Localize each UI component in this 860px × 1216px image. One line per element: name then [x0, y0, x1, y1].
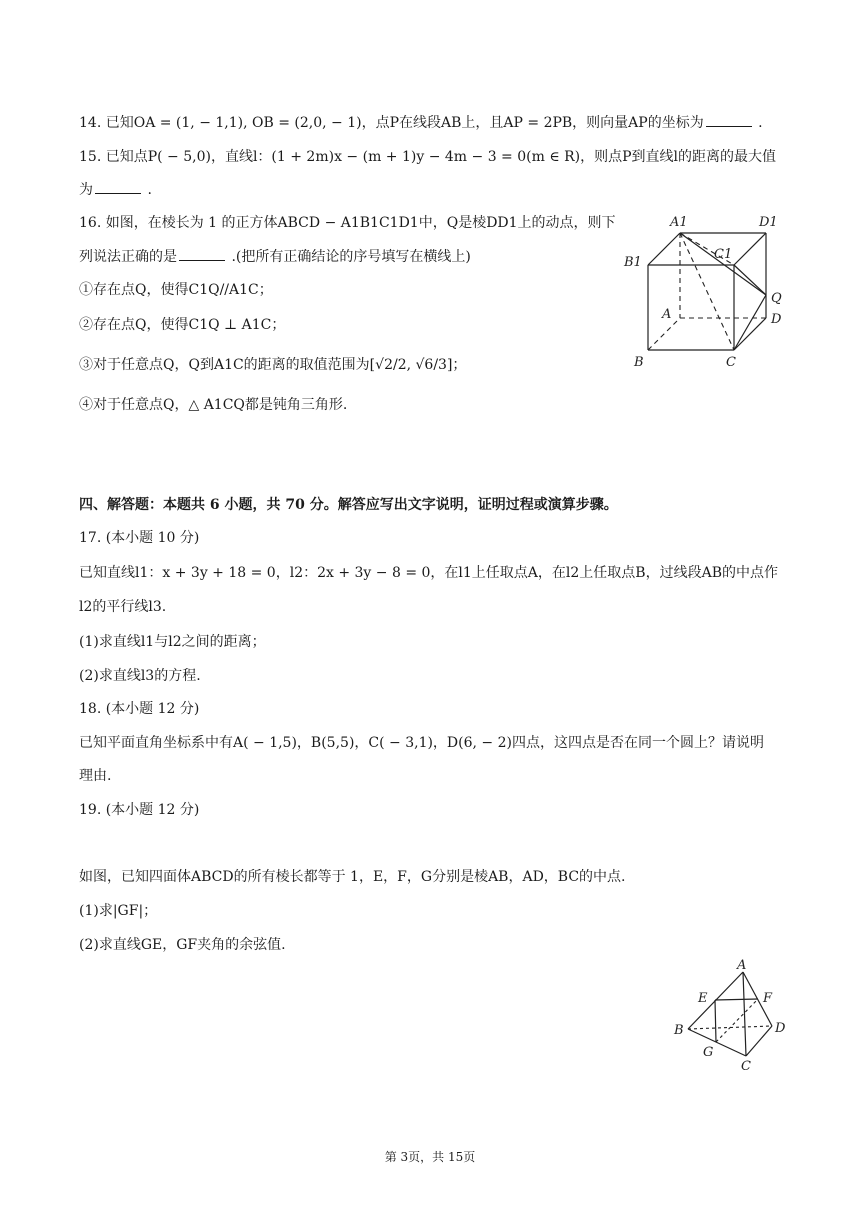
q14-text: 14. 已知OA = (1, − 1,1), OB = (2,0, − 1)，点P在线段AB上，且AP = 2PB，则向量AP的坐标为: [79, 115, 704, 131]
tetra-label-e: E: [698, 991, 708, 1006]
q19-header: 19. (本小题 12 分): [79, 802, 200, 818]
cube-label-c: C: [726, 355, 736, 370]
q15-line1: 15. 已知点P( − 5,0)，直线l：(1 + 2m)x − (m + 1)y − 4m − 3 = 0(m ∈ R)，则点P到直线l的距离的最大值: [79, 149, 777, 165]
cube-label-a1: A1: [670, 215, 688, 230]
q17-part2: (2)求直线l3的方程.: [79, 668, 201, 684]
q18-line2: 理由.: [79, 768, 112, 784]
q17-part1: (1)求直线l1与l2之间的距离；: [79, 634, 266, 650]
tetra-label-b: B: [674, 1023, 684, 1038]
q17-line1: 已知直线l1：x + 3y + 18 = 0，l2：2x + 3y − 8 = 0，在l1上任取点A，在l2上任取点B，过线段AB的中点作: [79, 565, 778, 581]
tetra-label-f: F: [763, 991, 773, 1006]
cube-label-d: D: [771, 312, 782, 327]
page-footer: 第 3页，共 15页: [384, 1150, 476, 1164]
q16-line2-text: 列说法正确的是: [79, 249, 177, 265]
q16-option-4: ④对于任意点Q，△ A1CQ都是钝角三角形.: [79, 397, 348, 413]
cube-label-b: B: [634, 355, 644, 370]
cube-label-c1: C1: [714, 247, 733, 262]
cube-figure: [620, 208, 800, 373]
q16-option-3: ③对于任意点Q，Q到A1C的距离的取值范围为[√2/2, √6/3]；: [79, 357, 467, 373]
q16-answer-blank[interactable]: [179, 246, 225, 261]
tetra-label-c: C: [741, 1059, 751, 1073]
cube-label-b1: B1: [624, 255, 642, 270]
q16-option-2: ②存在点Q，使得C1Q ⊥ A1C；: [79, 317, 286, 333]
q16-line2-tail: .(把所有正确结论的序号填写在横线上): [227, 249, 471, 265]
q16-line1: 16. 如图，在棱长为 1 的正方体ABCD − A1B1C1D1中，Q是棱DD1上的动点，则下: [79, 215, 616, 231]
q18-line1: 已知平面直角坐标系中有A( − 1,5)，B(5,5)，C( − 3,1)，D(6, − 2)四点，这四点是否在同一个圆上？请说明: [79, 735, 764, 751]
q15-line2: [79, 179, 152, 200]
tetra-label-a: A: [737, 958, 747, 973]
tetrahedron-figure: [668, 958, 793, 1073]
q15-line2-text: 为: [79, 182, 93, 198]
q19-part2: (2)求直线GE，GF夹角的余弦值.: [79, 937, 286, 953]
q19-line1: 如图，已知四面体ABCD的所有棱长都等于 1，E，F，G分别是棱AB，AD，BC的中点.: [79, 869, 626, 885]
cube-label-q: Q: [771, 291, 782, 306]
q17-header: 17. (本小题 10 分): [79, 530, 200, 546]
tetra-label-g: G: [703, 1045, 714, 1060]
cube-label-d1: D1: [759, 215, 778, 230]
section-4-heading: 四、解答题：本题共 6 小题，共 70 分。解答应写出文字说明，证明过程或演算步骤。: [79, 497, 618, 513]
q17-line2: l2的平行线l3.: [79, 599, 167, 615]
q14-tail: .: [753, 115, 763, 131]
q18-header: 18. (本小题 12 分): [79, 701, 200, 717]
q15-tail: .: [143, 182, 152, 198]
q14-answer-blank[interactable]: [706, 112, 752, 127]
q16-option-1: ①存在点Q，使得C1Q//A1C；: [79, 282, 273, 298]
cube-label-a: A: [662, 307, 672, 322]
tetra-label-d: D: [775, 1021, 786, 1036]
q14-line: [79, 112, 763, 133]
q15-answer-blank[interactable]: [95, 179, 141, 194]
q19-part1: (1)求|GF|；: [79, 903, 158, 919]
q16-line2: [79, 246, 471, 267]
